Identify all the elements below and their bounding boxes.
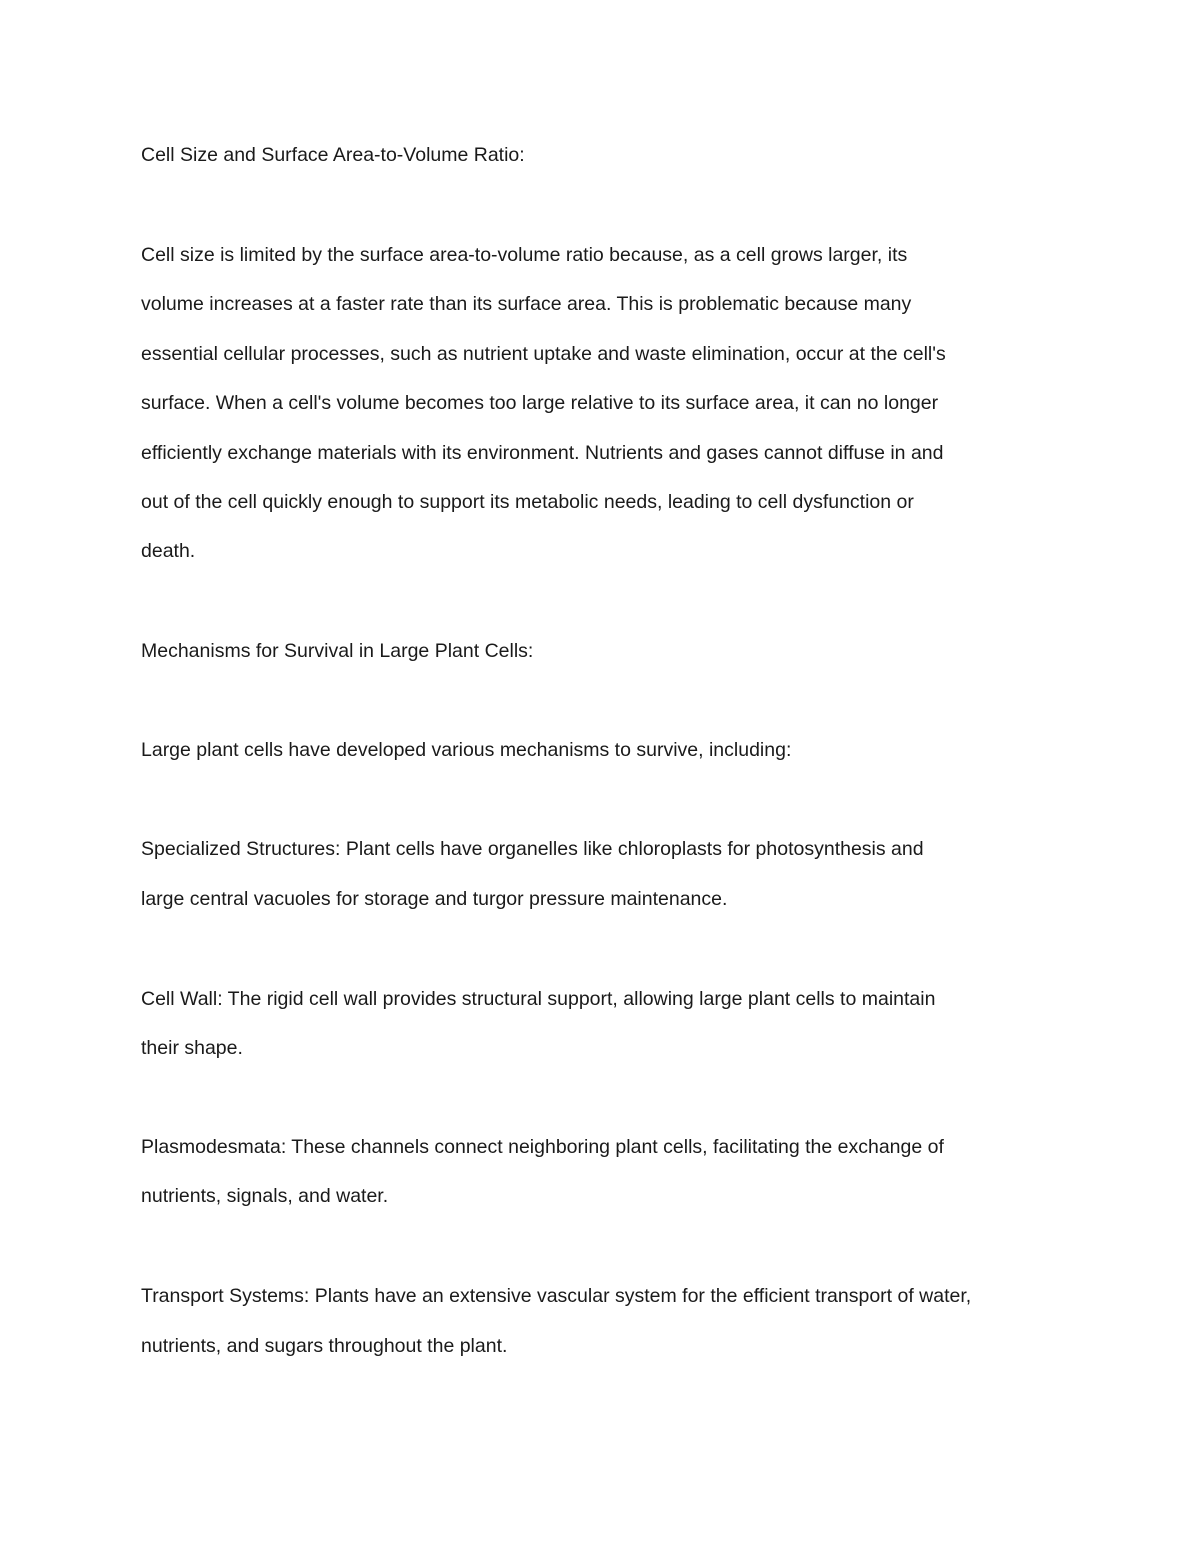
paragraph-line: efficiently exchange materials with its environment. Nutrients and gases cannot diffuse in and	[141, 442, 944, 464]
paragraph-line: Cell Wall: The rigid cell wall provides structural support, allowing large plant cells to maintain	[141, 988, 936, 1010]
heading-cell-size: Cell Size and Surface Area-to-Volume Ratio:	[141, 144, 525, 166]
paragraph-line: Transport Systems: Plants have an extensive vascular system for the efficient transport of water,	[141, 1285, 972, 1307]
paragraph-line: death.	[141, 540, 196, 562]
paragraph-line: Cell size is limited by the surface area-to-volume ratio because, as a cell grows larger, its	[141, 244, 908, 266]
paragraph-line: nutrients, and sugars throughout the plant.	[141, 1335, 508, 1357]
paragraph-line: Plasmodesmata: These channels connect neighboring plant cells, facilitating the exchange of	[141, 1136, 944, 1158]
heading-mechanisms: Mechanisms for Survival in Large Plant Cells:	[141, 640, 534, 662]
paragraph-line: out of the cell quickly enough to support its metabolic needs, leading to cell dysfunction or	[141, 491, 914, 513]
paragraph-line: their shape.	[141, 1037, 243, 1059]
paragraph-line: nutrients, signals, and water.	[141, 1185, 389, 1207]
paragraph-line: large central vacuoles for storage and turgor pressure maintenance.	[141, 888, 728, 910]
paragraph-line: surface. When a cell's volume becomes too large relative to its surface area, it can no longer	[141, 392, 939, 414]
paragraph-line: Large plant cells have developed various mechanisms to survive, including:	[141, 739, 792, 761]
paragraph-line: essential cellular processes, such as nutrient uptake and waste elimination, occur at the cell's	[141, 343, 946, 365]
paragraph-line: Specialized Structures: Plant cells have organelles like chloroplasts for photosynthesis and	[141, 838, 924, 860]
paragraph-line: volume increases at a faster rate than its surface area. This is problematic because many	[141, 293, 912, 315]
